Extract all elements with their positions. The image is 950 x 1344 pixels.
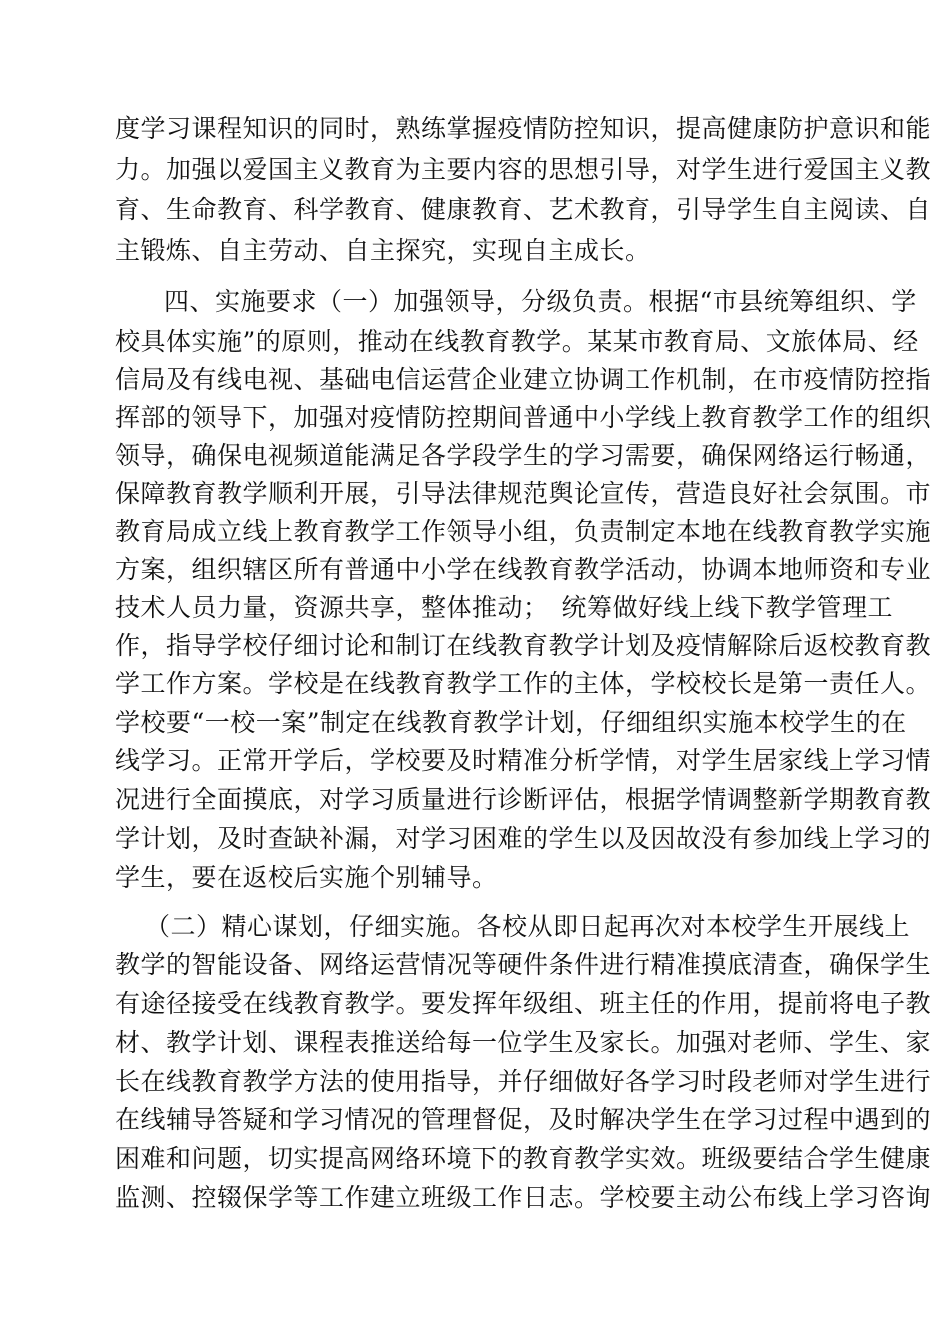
paragraph-2-line-6: 保障教育教学顺利开展，引导法律规范舆论宣传，营造良好社会氛围。市	[115, 479, 932, 508]
paragraph-2-line-16: 学生，要在返校后实施个别辅导。	[115, 863, 498, 892]
paragraph-1-line-1: 度学习课程知识的同时，熟练掌握疫情防控知识，提高健康防护意识和能	[115, 114, 932, 143]
paragraph-3-line-8: 监测、控辍保学等工作建立班级工作日志。学校要主动公布线上学习咨询	[115, 1183, 932, 1212]
paragraph-3-line-4: 材、教学计划、课程表推送给每一位学生及家长。加强对老师、学生、家	[115, 1028, 932, 1057]
paragraph-1-line-2: 力。加强以爱国主义教育为主要内容的思想引导，对学生进行爱国主义教	[115, 155, 932, 184]
paragraph-3-line-3: 有途径接受在线教育教学。要发挥年级组、班主任的作用，提前将电子教	[115, 989, 932, 1018]
paragraph-1-line-3: 育、生命教育、科学教育、健康教育、艺术教育，引导学生自主阅读、自	[115, 195, 932, 224]
paragraph-2-line-4: 挥部的领导下，加强对疫情防控期间普通中小学线上教育教学工作的组织	[115, 403, 932, 432]
paragraph-2-line-1: 四、实施要求（一）加强领导，分级负责。根据“市县统筹组织、学	[164, 287, 917, 316]
paragraph-3-line-5: 长在线教育教学方法的使用指导，并仔细做好各学习时段老师对学生进行	[115, 1067, 932, 1096]
paragraph-2-line-2: 校具体实施”的原则，推动在线教育教学。某某市教育局、文旅体局、经	[115, 327, 919, 356]
paragraph-2-line-15: 学计划，及时查缺补漏，对学习困难的学生以及因故没有参加线上学习的	[115, 824, 932, 853]
paragraph-2-line-13: 线学习。正常开学后，学校要及时精准分析学情，对学生居家线上学习情	[115, 746, 932, 775]
paragraph-2-line-11: 学工作方案。学校是在线教育教学工作的主体，学校校长是第一责任人。	[115, 669, 932, 698]
paragraph-2-line-7: 教育局成立线上教育教学工作领导小组，负责制定本地在线教育教学实施	[115, 517, 932, 546]
paragraph-2-line-3: 信局及有线电视、基础电信运营企业建立协调工作机制，在市疫情防控指	[115, 365, 932, 394]
paragraph-3-line-6: 在线辅导答疑和学习情况的管理督促，及时解决学生在学习过程中遇到的	[115, 1105, 932, 1134]
paragraph-2-line-9: 技术人员力量，资源共享，整体推动； 统筹做好线上线下教学管理工	[115, 593, 894, 622]
paragraph-2-line-10: 作，指导学校仔细讨论和制订在线教育教学计划及疫情解除后返校教育教	[115, 631, 932, 660]
paragraph-3-line-2: 教学的智能设备、网络运营情况等硬件条件进行精准摸底清查，确保学生	[115, 950, 932, 979]
paragraph-2-line-5: 领导，确保电视频道能满足各学段学生的学习需要，确保网络运行畅通，	[115, 441, 932, 470]
paragraph-2-line-8: 方案，组织辖区所有普通中小学在线教育教学活动，协调本地师资和专业	[115, 555, 932, 584]
paragraph-3-line-7: 困难和问题，切实提高网络环境下的教育教学实效。班级要结合学生健康	[115, 1144, 932, 1173]
paragraph-2-line-12: 学校要“一校一案”制定在线教育教学计划，仔细组织实施本校学生的在	[115, 708, 907, 737]
paragraph-2-line-14: 况进行全面摸底，对学习质量进行诊断评估，根据学情调整新学期教育教	[115, 785, 932, 814]
paragraph-3-line-1: （二）精心谋划，仔细实施。各校从即日起再次对本校学生开展线上	[145, 912, 911, 941]
paragraph-1-line-4: 主锻炼、自主劳动、自主探究，实现自主成长。	[115, 236, 651, 265]
